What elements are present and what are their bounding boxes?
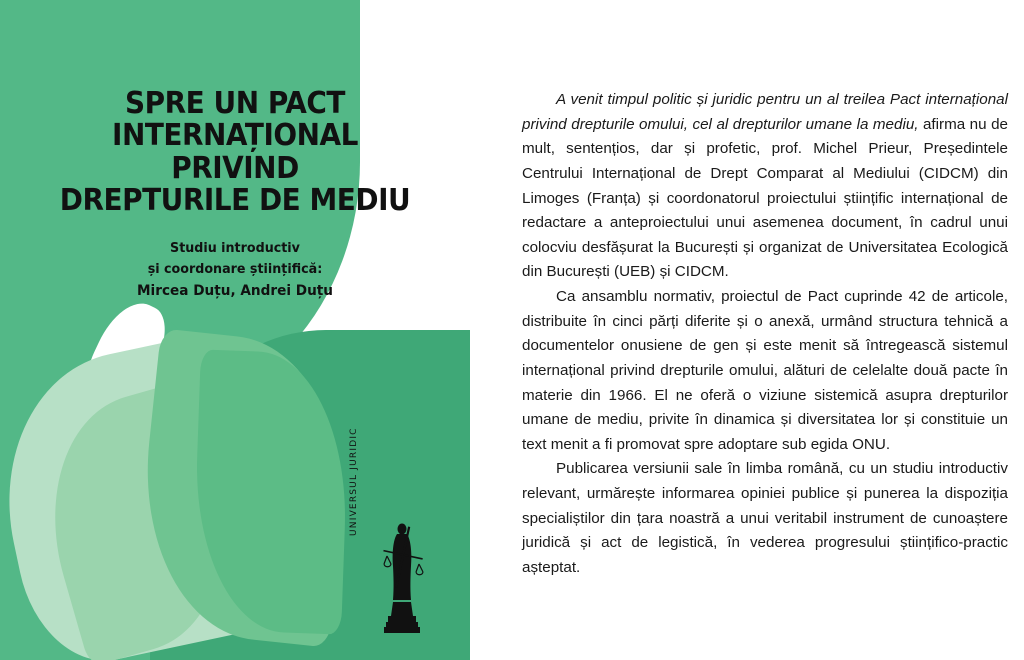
cover-title-line-2: PRIVIND (171, 150, 299, 186)
paragraph-3: Publicarea versiunii sale în limba română, cu un studiu introductiv relevant, urmărește informarea opiniei publice și punerea la dispoziția specialiștilor din țara noastră a unui veritabil instrument de cunoaștere juridică și act de legistică, în vederea progresului științifico-practic așteptat. (522, 460, 1008, 576)
publisher-name: UNIVERSUL JURIDIC (349, 427, 359, 536)
body-text-column (470, 0, 1024, 660)
paragraph-1-rest: afirma nu de mult, sentențios, dar și profetic, prof. Michel Prieur, Președintele Centrului Internațional de Drept Comparat al Mediului (CIDCM) din Limoges (Franța) și coordonatorul proiectului științific internațional de redactare a anteproiectului unui asemenea document, în cadrul unui colocviu desfășurat la București și organizat de Universitatea Ecologică din București (UEB) și CIDCM. (522, 115, 1008, 281)
paragraph-1-italic-lead: A venit timpul politic și juridic pentru un al treilea Pact internațional privind drepturile omului, cel al drepturilor umane la mediu, (522, 91, 1008, 133)
paragraph-2: Ca ansamblu normativ, proiectul de Pact cuprinde 42 de articole, distribuite în cinci părți diferite și o anexă, urmând structura tehnică a documentelor onusiene de gen și este menit să întregească sistemul internațional privind drepturile omului, alături de celelalte două pacte în materie din 1966. El ne oferă o viziune sistemică asupra drepturilor umane de mediu, privite în dinamica și diversitatea lor și constituie un text menit a fi promovat spre adoptare sub egida ONU. (522, 288, 1008, 453)
book-cover (0, 0, 470, 660)
cover-title-line-1: SPRE UN PACT INTERNAȚIONAL (112, 86, 358, 154)
cover-subtitle-line-2: și coordonare științifică: (147, 260, 323, 277)
cover-title-line-3: DREPTURILE DE MEDIU (59, 183, 411, 219)
cover-authors: Mircea Duțu, Andrei Duțu (136, 282, 334, 299)
publisher-mark (349, 427, 425, 640)
cover-subtitle-block (14, 238, 456, 302)
cover-title (16, 88, 453, 218)
cover-subtitle-line-1: Studiu introductiv (170, 240, 300, 256)
paragraph-1 (522, 88, 1008, 285)
justice-statue-icon (381, 520, 425, 643)
